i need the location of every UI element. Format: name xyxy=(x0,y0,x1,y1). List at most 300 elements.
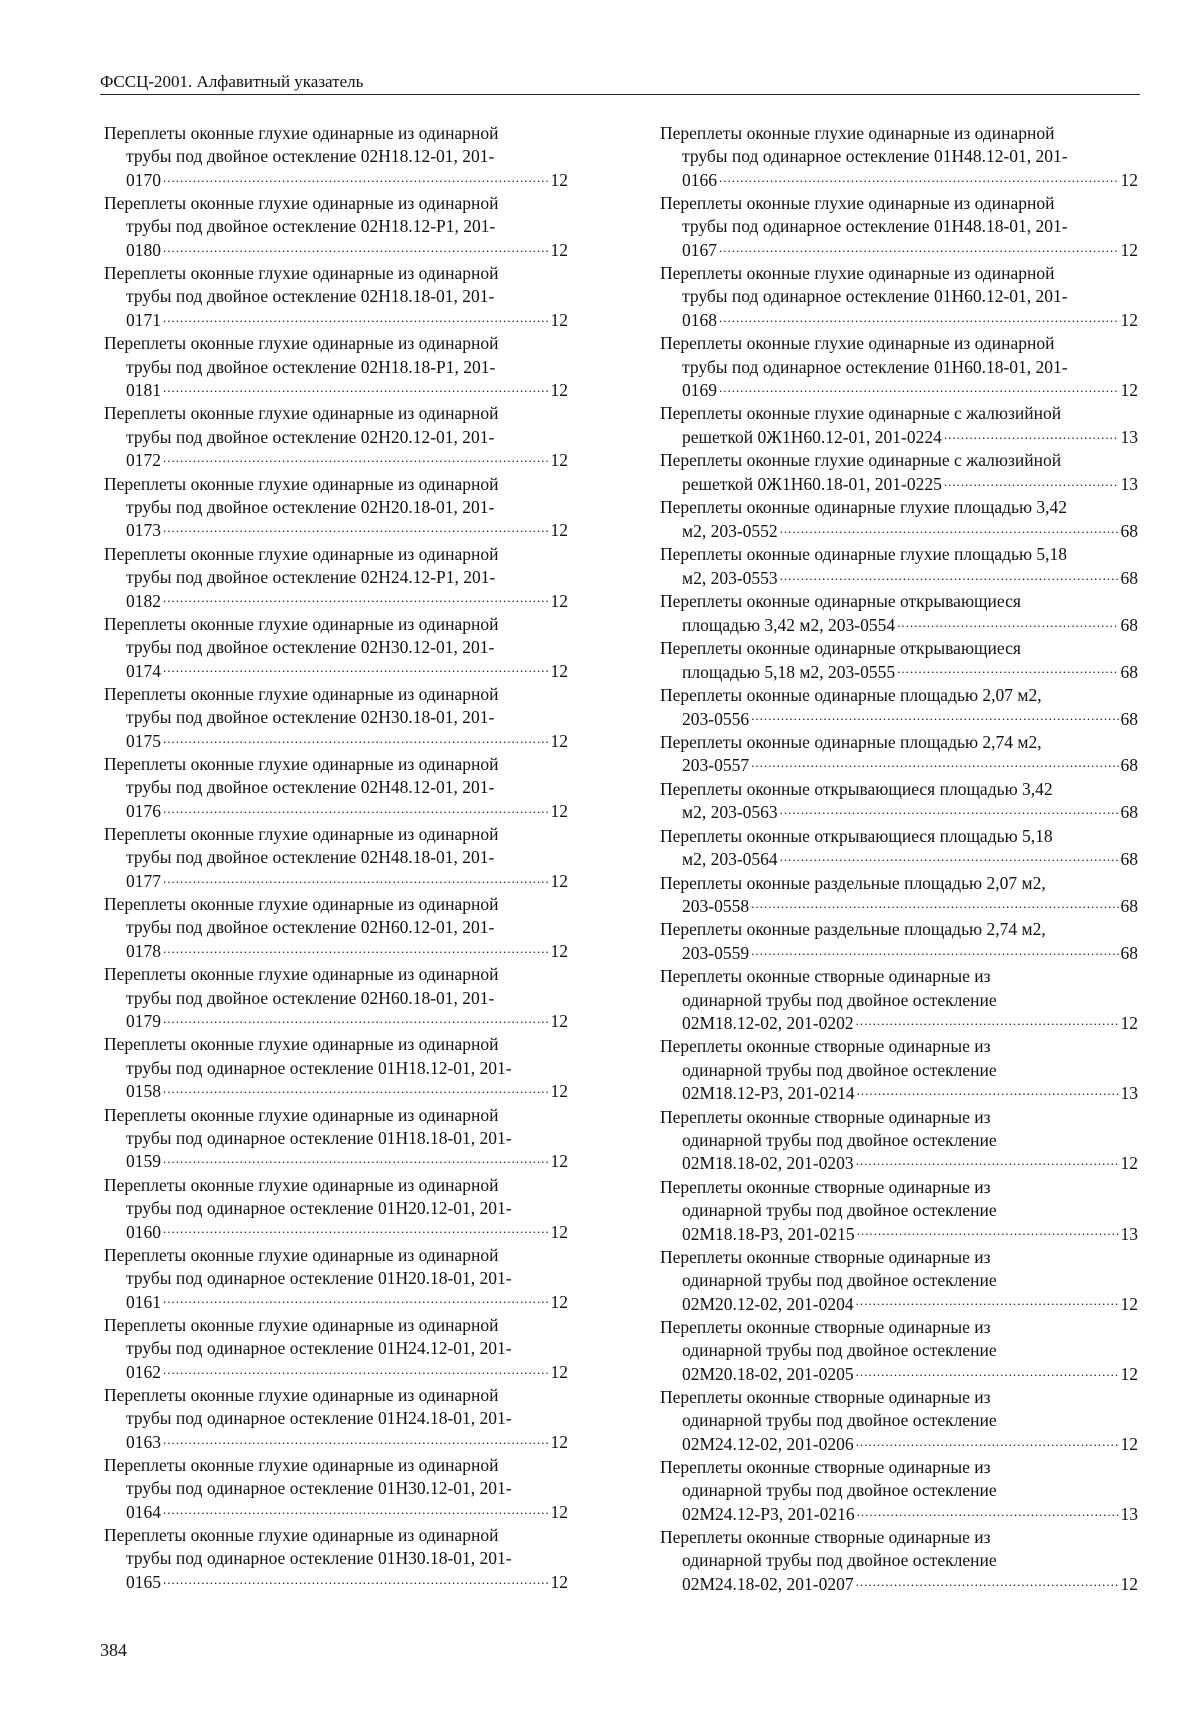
index-entry-text: трубы под двойное остекление 02Н60.18-01, 201- xyxy=(126,987,495,1008)
index-entry-page-ref: 12 xyxy=(1120,1293,1138,1314)
index-entry-page-ref: 68 xyxy=(1120,802,1138,823)
index-entry-page-ref: 68 xyxy=(1120,614,1138,635)
dot-leader xyxy=(163,729,549,747)
index-entry-text: одинарной трубы под двойное остекление xyxy=(682,1550,997,1571)
index-entry-text: Переплеты оконные открывающиеся площадью 3,42 xyxy=(660,778,1053,799)
index-entry-last-line xyxy=(660,660,1138,684)
index-entry-text: трубы под одинарное остекление 01Н60.18-01, 201- xyxy=(682,356,1068,377)
index-entry-page-ref: 68 xyxy=(1120,708,1138,729)
index-entry-text: Переплеты оконные глухие одинарные из одинарной xyxy=(660,263,1055,284)
index-entry-text: Переплеты оконные глухие одинарные из одинарной xyxy=(104,1244,499,1265)
dot-leader xyxy=(780,566,1119,584)
index-entry-text: Переплеты оконные глухие одинарные из одинарной xyxy=(104,1525,499,1546)
dot-leader xyxy=(163,1010,549,1028)
index-entry-text: трубы под двойное остекление 02Н20.12-01, 201- xyxy=(126,426,495,447)
index-entry-last-line xyxy=(104,1430,568,1454)
dot-leader xyxy=(163,870,549,888)
index-entry-text: Переплеты оконные глухие одинарные из одинарной xyxy=(660,123,1055,143)
index-entry-code: 0177 xyxy=(126,871,161,891)
index-entry xyxy=(660,1526,1138,1596)
index-entry-last-line xyxy=(660,895,1138,919)
index-entry xyxy=(104,543,568,613)
index-entry-code: 0163 xyxy=(126,1431,161,1452)
index-entry xyxy=(104,1524,568,1594)
dot-leader xyxy=(780,848,1119,866)
index-entry-last-line xyxy=(104,940,568,964)
index-entry-text: трубы под одинарное остекление 01Н24.18-01, 201- xyxy=(126,1408,512,1429)
index-entry-page-ref: 68 xyxy=(1120,943,1138,964)
index-entry-page-ref: 12 xyxy=(550,590,568,611)
index-entry-text: Переплеты оконные глухие одинарные из одинарной xyxy=(104,543,499,564)
index-entry-code: м2, 203-0564 xyxy=(682,849,778,870)
index-entry-page-ref: 13 xyxy=(1120,1083,1138,1104)
index-entry xyxy=(104,1033,568,1103)
index-entry-text: трубы под двойное остекление 02Н24.12-Р1, 201- xyxy=(126,566,496,587)
dot-leader xyxy=(897,660,1118,678)
index-entry xyxy=(104,192,568,262)
index-entry-code: 0179 xyxy=(126,1011,161,1032)
index-entry-last-line xyxy=(104,449,568,473)
index-entry-code: 02М20.12-02, 201-0204 xyxy=(682,1293,854,1314)
index-entry-text: Переплеты оконные глухие одинарные из одинарной xyxy=(104,473,499,494)
index-entry-page-ref: 12 xyxy=(550,941,568,962)
index-entry-text: трубы под одинарное остекление 01Н30.12-01, 201- xyxy=(126,1478,512,1499)
index-entry-last-line xyxy=(660,613,1138,637)
index-entry xyxy=(104,262,568,332)
index-entry xyxy=(660,965,1138,1035)
dot-leader xyxy=(163,799,549,817)
index-entry-code: 203-0559 xyxy=(682,943,750,964)
index-entry-code: площадью 5,18 м2, 203-0555 xyxy=(682,661,896,682)
index-entry-last-line xyxy=(104,729,568,753)
index-entry-text: Переплеты оконные раздельные площадью 2,07 м2, xyxy=(660,872,1046,893)
index-entry-last-line xyxy=(104,239,568,263)
index-entry-code: 0171 xyxy=(126,310,161,331)
index-entry-code: 02М18.18-02, 201-0203 xyxy=(682,1153,854,1174)
index-entry-last-line xyxy=(660,801,1138,825)
index-entry-last-line xyxy=(660,1012,1138,1036)
index-entry-page-ref: 12 xyxy=(1120,380,1138,401)
index-entry xyxy=(660,825,1138,872)
index-entry-page-ref: 13 xyxy=(1120,474,1138,495)
dot-leader xyxy=(719,309,1119,327)
index-entry-text: Переплеты оконные глухие одинарные из одинарной xyxy=(104,824,499,845)
index-entry-text: Переплеты оконные глухие одинарные с жалюзийной xyxy=(660,450,1062,471)
index-entry-last-line xyxy=(660,848,1138,872)
index-entry-text: трубы под одинарное остекление 01Н30.18-01, 201- xyxy=(126,1548,512,1569)
dot-leader xyxy=(163,659,549,677)
index-entry-text: Переплеты оконные одинарные площадью 2,74 м2, xyxy=(660,731,1042,752)
dot-leader xyxy=(163,168,549,186)
index-entry-page-ref: 12 xyxy=(1120,169,1138,190)
index-entry xyxy=(660,192,1138,262)
index-entry xyxy=(660,778,1138,825)
index-entry xyxy=(104,963,568,1033)
index-entry-text: трубы под двойное остекление 02Н18.12-Р1, 201- xyxy=(126,216,496,237)
index-entry-code: 02М24.18-02, 201-0207 xyxy=(682,1574,854,1595)
index-entry-text: трубы под одинарное остекление 01Н18.18-01, 201- xyxy=(126,1127,512,1148)
index-entry xyxy=(660,1176,1138,1246)
index-entry-text: Переплеты оконные глухие одинарные из одинарной xyxy=(104,1314,499,1335)
header-title: ФССЦ-2001. Алфавитный указатель xyxy=(100,72,364,91)
index-entry-text: трубы под одинарное остекление 01Н48.18-01, 201- xyxy=(682,216,1068,237)
index-entry-code: 203-0557 xyxy=(682,755,750,776)
dot-leader xyxy=(944,426,1119,444)
index-entry-text: трубы под двойное остекление 02Н60.12-01, 201- xyxy=(126,917,495,938)
index-entry-text: Переплеты оконные створные одинарные из xyxy=(660,1106,991,1127)
index-entry-last-line xyxy=(660,1292,1138,1316)
index-entry-last-line xyxy=(660,1362,1138,1386)
index-entry-code: 0181 xyxy=(126,380,161,401)
index-entry-page-ref: 13 xyxy=(1120,1503,1138,1524)
index-entry-code: 0165 xyxy=(126,1572,161,1593)
index-entry-code: площадью 3,42 м2, 203-0554 xyxy=(682,614,896,635)
index-entry-code: 0175 xyxy=(126,730,161,751)
index-entry-page-ref: 12 xyxy=(550,1081,568,1102)
index-entry-last-line xyxy=(660,566,1138,590)
index-entry-text: трубы под одинарное остекление 01Н20.18-01, 201- xyxy=(126,1267,512,1288)
index-entry-last-line xyxy=(660,1152,1138,1176)
index-entry-text: трубы под одинарное остекление 01Н60.12-01, 201- xyxy=(682,286,1068,307)
index-entry xyxy=(660,918,1138,965)
index-entry xyxy=(660,332,1138,402)
index-entry xyxy=(660,543,1138,590)
index-entry-code: 0173 xyxy=(126,520,161,541)
index-entry xyxy=(660,262,1138,332)
index-entry-text: трубы под двойное остекление 02Н20.18-01, 201- xyxy=(126,496,495,517)
index-entry-text: трубы под двойное остекление 02Н18.12-01, 201- xyxy=(126,146,495,167)
index-entry xyxy=(104,613,568,683)
index-column-left xyxy=(104,122,568,1594)
index-entry-page-ref: 12 xyxy=(550,450,568,471)
index-entry-code: 0166 xyxy=(682,169,717,190)
index-entry-page-ref: 13 xyxy=(1120,427,1138,448)
index-entry-page-ref: 12 xyxy=(550,520,568,541)
index-entry-text: Переплеты оконные открывающиеся площадью 5,18 xyxy=(660,825,1053,846)
index-entry-text: трубы под одинарное остекление 01Н48.12-01, 201- xyxy=(682,146,1068,167)
index-entry-code: 203-0556 xyxy=(682,708,750,729)
dot-leader xyxy=(719,239,1119,257)
index-entry-page-ref: 12 xyxy=(1120,1153,1138,1174)
dot-leader xyxy=(856,1573,1119,1591)
index-entry-last-line xyxy=(104,1010,568,1034)
index-entry-text: Переплеты оконные створные одинарные из xyxy=(660,1246,991,1267)
index-entry-text: Переплеты оконные глухие одинарные из одинарной xyxy=(104,333,499,354)
index-entry-last-line xyxy=(104,519,568,543)
index-entry xyxy=(660,731,1138,778)
index-entry-code: 0158 xyxy=(126,1081,161,1102)
index-column-right xyxy=(660,122,1138,1596)
index-entry-text: Переплеты оконные глухие одинарные с жалюзийной xyxy=(660,403,1062,424)
index-entry-page-ref: 12 xyxy=(550,1151,568,1172)
index-entry-page-ref: 12 xyxy=(550,169,568,190)
dot-leader xyxy=(163,1080,549,1098)
index-entry xyxy=(660,1246,1138,1316)
index-entry-text: одинарной трубы под двойное остекление xyxy=(682,1269,997,1290)
index-entry-page-ref: 12 xyxy=(550,1501,568,1522)
dot-leader xyxy=(751,942,1118,960)
index-entry xyxy=(660,496,1138,543)
index-entry-text: Переплеты оконные одинарные открывающиеся xyxy=(660,591,1021,612)
index-entry-code: м2, 203-0553 xyxy=(682,567,778,588)
index-entry-text: Переплеты оконные глухие одинарные из одинарной xyxy=(660,333,1055,354)
index-entry xyxy=(104,1454,568,1524)
index-entry-last-line xyxy=(104,1150,568,1174)
index-entry-page-ref: 12 xyxy=(550,1291,568,1312)
dot-leader xyxy=(751,707,1118,725)
dot-leader xyxy=(163,1430,549,1448)
index-entry-text: Переплеты оконные глухие одинарные из одинарной xyxy=(104,964,499,985)
dot-leader xyxy=(163,1360,549,1378)
dot-leader xyxy=(163,309,549,327)
index-entry-page-ref: 12 xyxy=(550,1221,568,1242)
index-entry xyxy=(660,1316,1138,1386)
index-entry xyxy=(104,683,568,753)
index-entry-last-line xyxy=(660,426,1138,450)
index-entry-code: 0167 xyxy=(682,240,717,261)
index-entry-page-ref: 12 xyxy=(550,380,568,401)
index-entry-code: 0182 xyxy=(126,590,161,611)
index-entry-text: Переплеты оконные створные одинарные из xyxy=(660,1176,991,1197)
index-entry-text: Переплеты оконные створные одинарные из xyxy=(660,1457,991,1478)
index-entry xyxy=(660,590,1138,637)
page-number: 384 xyxy=(100,1640,127,1660)
dot-leader xyxy=(163,589,549,607)
index-entry-last-line xyxy=(104,168,568,192)
dot-leader xyxy=(944,473,1119,491)
index-entry-code: 02М24.12-Р3, 201-0216 xyxy=(682,1503,855,1524)
dot-leader xyxy=(719,379,1119,397)
index-entry-last-line xyxy=(660,1573,1138,1597)
dot-leader xyxy=(163,449,549,467)
dot-leader xyxy=(856,1362,1119,1380)
index-entry xyxy=(104,1314,568,1384)
index-entry xyxy=(660,1106,1138,1176)
index-entry-last-line xyxy=(660,1082,1138,1106)
header-rule xyxy=(100,94,1140,95)
index-entry-page-ref: 12 xyxy=(550,1572,568,1593)
index-entry-page-ref: 12 xyxy=(1120,310,1138,331)
index-entry-page-ref: 12 xyxy=(550,310,568,331)
index-entry-text: Переплеты оконные раздельные площадью 2,74 м2, xyxy=(660,919,1046,940)
index-entry xyxy=(660,1035,1138,1105)
index-entry-last-line xyxy=(660,309,1138,333)
index-entry-text: Переплеты оконные глухие одинарные из одинарной xyxy=(104,683,499,704)
dot-leader xyxy=(163,519,549,537)
index-entry-code: 203-0558 xyxy=(682,896,750,917)
index-entry-last-line xyxy=(104,309,568,333)
index-entry-text: Переплеты оконные глухие одинарные из одинарной xyxy=(660,193,1055,214)
index-entry-text: Переплеты оконные одинарные глухие площадью 3,42 xyxy=(660,497,1068,518)
index-entry xyxy=(104,402,568,472)
dot-leader xyxy=(856,1292,1119,1310)
index-entry-page-ref: 68 xyxy=(1120,849,1138,870)
index-entry xyxy=(104,1384,568,1454)
index-entry-last-line xyxy=(660,1432,1138,1456)
index-entry-last-line xyxy=(660,1222,1138,1246)
index-entry-last-line xyxy=(660,707,1138,731)
dot-leader xyxy=(857,1082,1119,1100)
dot-leader xyxy=(856,1432,1119,1450)
index-entry-last-line xyxy=(660,754,1138,778)
index-entry-page-ref: 68 xyxy=(1120,661,1138,682)
dot-leader xyxy=(780,801,1119,819)
index-entry-last-line xyxy=(104,799,568,823)
dot-leader xyxy=(856,1012,1119,1030)
index-entry-last-line xyxy=(660,239,1138,263)
index-entry-last-line xyxy=(104,1080,568,1104)
index-entry-last-line xyxy=(104,1290,568,1314)
index-entry-last-line xyxy=(104,1571,568,1595)
index-entry-page-ref: 12 xyxy=(1120,1363,1138,1384)
dot-leader xyxy=(857,1502,1119,1520)
index-entry xyxy=(104,1104,568,1174)
index-entry-text: Переплеты оконные глухие одинарные из одинарной xyxy=(104,753,499,774)
index-entry-text: Переплеты оконные одинарные глухие площадью 5,18 xyxy=(660,544,1068,565)
index-entry xyxy=(104,893,568,963)
index-entry-code: 02М18.12-Р3, 201-0214 xyxy=(682,1083,855,1104)
index-entry-code: 0176 xyxy=(126,800,161,821)
dot-leader xyxy=(163,1150,549,1168)
index-entry-code: 0169 xyxy=(682,380,717,401)
index-entry-text: Переплеты оконные створные одинарные из xyxy=(660,1036,991,1057)
dot-leader xyxy=(163,1500,549,1518)
index-entry xyxy=(660,449,1138,496)
index-entry-text: трубы под двойное остекление 02Н48.12-01, 201- xyxy=(126,777,495,798)
dot-leader xyxy=(751,754,1118,772)
index-entry-text: Переплеты оконные одинарные площадью 2,07 м2, xyxy=(660,684,1042,705)
index-entry-text: одинарной трубы под двойное остекление xyxy=(682,1340,997,1361)
index-entry-last-line xyxy=(660,379,1138,403)
dot-leader xyxy=(163,1220,549,1238)
index-entry-code: 0172 xyxy=(126,450,161,471)
index-entry xyxy=(660,1456,1138,1526)
index-entry-code: 02М20.18-02, 201-0205 xyxy=(682,1363,854,1384)
dot-leader xyxy=(751,895,1118,913)
index-entry-page-ref: 12 xyxy=(1120,1433,1138,1454)
index-entry-code: 0168 xyxy=(682,310,717,331)
index-entry-page-ref: 12 xyxy=(550,240,568,261)
index-entry-code: м2, 203-0563 xyxy=(682,802,778,823)
index-entry-code: 0174 xyxy=(126,660,161,681)
index-entry-text: Переплеты оконные глухие одинарные из одинарной xyxy=(104,123,499,143)
index-entry-text: трубы под двойное остекление 02Н30.12-01, 201- xyxy=(126,636,495,657)
index-entry-text: Переплеты оконные глухие одинарные из одинарной xyxy=(104,263,499,284)
index-entry-code: 02М24.12-02, 201-0206 xyxy=(682,1433,854,1454)
index-entry-page-ref: 12 xyxy=(1120,1013,1138,1034)
index-entry-text: Переплеты оконные глухие одинарные из одинарной xyxy=(104,1104,499,1125)
index-entry-code: 0164 xyxy=(126,1501,161,1522)
index-entry-text: трубы под одинарное остекление 01Н20.12-01, 201- xyxy=(126,1197,512,1218)
index-entry xyxy=(104,122,568,192)
index-entry-code: 02М18.18-Р3, 201-0215 xyxy=(682,1223,855,1244)
index-entry-code: 02М18.12-02, 201-0202 xyxy=(682,1013,854,1034)
index-entry-last-line xyxy=(660,168,1138,192)
index-entry-last-line xyxy=(660,1502,1138,1526)
index-entry-text: трубы под одинарное остекление 01Н18.12-01, 201- xyxy=(126,1057,512,1078)
index-entry-page-ref: 12 xyxy=(1120,240,1138,261)
index-entry xyxy=(660,1386,1138,1456)
page-header xyxy=(100,72,1140,95)
index-entry xyxy=(660,402,1138,449)
dot-leader xyxy=(857,1222,1119,1240)
index-entry-page-ref: 12 xyxy=(550,1011,568,1032)
index-entry-last-line xyxy=(104,870,568,894)
index-entry-text: Переплеты оконные створные одинарные из xyxy=(660,966,991,987)
index-entry-text: Переплеты оконные глухие одинарные из одинарной xyxy=(104,403,499,424)
index-entry-text: Переплеты оконные глухие одинарные из одинарной xyxy=(104,894,499,915)
index-entry-text: Переплеты оконные глухие одинарные из одинарной xyxy=(104,1174,499,1195)
index-entry xyxy=(104,1244,568,1314)
index-entry-last-line xyxy=(104,1220,568,1244)
index-entry-last-line xyxy=(104,1360,568,1384)
index-entry-text: Переплеты оконные глухие одинарные из одинарной xyxy=(104,613,499,634)
index-entry-code: 0180 xyxy=(126,240,161,261)
index-entry-text: одинарной трубы под двойное остекление xyxy=(682,1199,997,1220)
index-entry-code: 0170 xyxy=(126,169,161,190)
index-entry xyxy=(660,122,1138,192)
index-entry-page-ref: 12 xyxy=(550,1361,568,1382)
index-entry-text: одинарной трубы под двойное остекление xyxy=(682,1129,997,1150)
index-entry-code: м2, 203-0552 xyxy=(682,520,778,541)
index-entry-text: Переплеты оконные глухие одинарные из одинарной xyxy=(104,1034,499,1055)
index-entry-last-line xyxy=(104,379,568,403)
index-entry xyxy=(104,332,568,402)
index-entry xyxy=(104,473,568,543)
dot-leader xyxy=(897,613,1118,631)
index-entry-text: трубы под двойное остекление 02Н30.18-01, 201- xyxy=(126,707,495,728)
index-entry-text: трубы под одинарное остекление 01Н24.12-01, 201- xyxy=(126,1338,512,1359)
index-entry-page-ref: 12 xyxy=(550,1431,568,1452)
index-entry-last-line xyxy=(660,942,1138,966)
dot-leader xyxy=(163,239,549,257)
index-entry-text: трубы под двойное остекление 02Н18.18-Р1, 201- xyxy=(126,356,496,377)
index-entry xyxy=(104,1174,568,1244)
index-entry-page-ref: 68 xyxy=(1120,896,1138,917)
index-entry-page-ref: 68 xyxy=(1120,755,1138,776)
index-entry-code: решеткой 0Ж1Н60.18-01, 201-0225 xyxy=(682,474,942,495)
index-entry xyxy=(660,637,1138,684)
index-entry-text: Переплеты оконные створные одинарные из xyxy=(660,1527,991,1548)
index-entry-text: Переплеты оконные створные одинарные из xyxy=(660,1386,991,1407)
dot-leader xyxy=(163,940,549,958)
index-entry-text: Переплеты оконные глухие одинарные из одинарной xyxy=(104,193,499,214)
index-entry-page-ref: 68 xyxy=(1120,567,1138,588)
dot-leader xyxy=(163,1571,549,1589)
index-entry-text: Переплеты оконные одинарные открывающиеся xyxy=(660,637,1021,658)
index-entry xyxy=(660,872,1138,919)
index-entry-text: трубы под двойное остекление 02Н18.18-01, 201- xyxy=(126,286,495,307)
index-entry xyxy=(104,823,568,893)
index-entry-last-line xyxy=(660,519,1138,543)
index-entry-text: Переплеты оконные глухие одинарные из одинарной xyxy=(104,1384,499,1405)
dot-leader xyxy=(163,1290,549,1308)
index-entry-page-ref: 12 xyxy=(550,800,568,821)
index-entry-page-ref: 68 xyxy=(1120,520,1138,541)
index-entry-page-ref: 12 xyxy=(550,730,568,751)
index-entry-text: Переплеты оконные створные одинарные из xyxy=(660,1316,991,1337)
index-entry-page-ref: 12 xyxy=(550,871,568,891)
index-entry xyxy=(104,753,568,823)
index-entry-code: 0161 xyxy=(126,1291,161,1312)
index-entry-last-line xyxy=(104,589,568,613)
index-entry-code: 0162 xyxy=(126,1361,161,1382)
index-entry-code: 0160 xyxy=(126,1221,161,1242)
index-entry-code: решеткой 0Ж1Н60.12-01, 201-0224 xyxy=(682,427,942,448)
index-entry-last-line xyxy=(104,659,568,683)
index-entry-last-line xyxy=(104,1500,568,1524)
index-entry-text: одинарной трубы под двойное остекление xyxy=(682,1480,997,1501)
